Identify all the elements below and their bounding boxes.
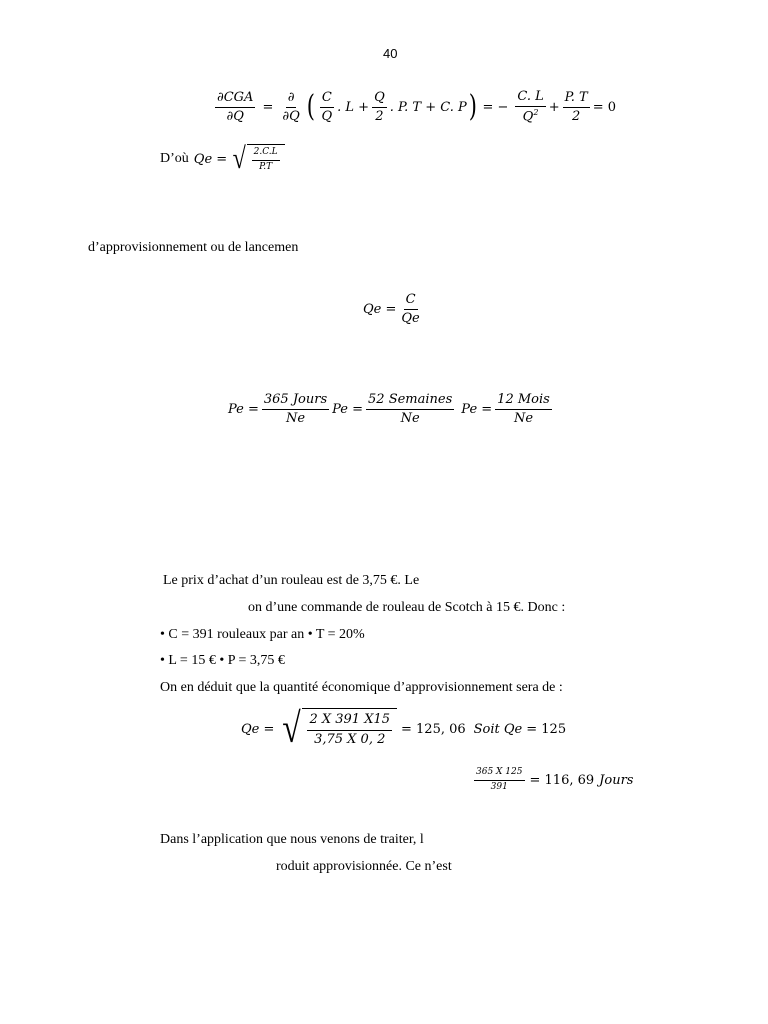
fraction-365-jours: [262, 393, 329, 427]
qe-computation: [241, 708, 566, 750]
pe-lhs: Pe =: [461, 402, 493, 418]
period-equations: [228, 393, 555, 427]
numerator: 365 Jours: [262, 393, 329, 410]
text-line: roduit approvisionnée. Ce n’est: [276, 859, 452, 874]
fraction-c-qe: [399, 293, 421, 327]
paragraph-fragment: d’approvisionnement ou de lancemen: [88, 240, 299, 255]
fraction-52-semaines: [366, 393, 454, 427]
radicand: [302, 708, 397, 750]
denominator: 391: [490, 781, 508, 792]
denominator: [521, 107, 541, 125]
numerator: 12 Mois: [495, 393, 552, 410]
qe-formula: [160, 144, 285, 174]
numerator: 365 X 125: [474, 768, 525, 781]
qe-c-qe-equation: [363, 293, 425, 327]
denominator: 2: [572, 108, 581, 124]
fraction-d-dq: [280, 91, 301, 125]
numerator: 52 Semaines: [366, 393, 454, 410]
denominator: 2: [375, 108, 384, 124]
text-line: on d’une commande de rouleau de Scotch à 15 €. Donc :: [248, 600, 566, 615]
equals-zero: = 0: [592, 99, 617, 115]
doù-label: D’où: [160, 151, 189, 166]
exponent: 2: [533, 108, 539, 118]
derivative-equation: [212, 90, 616, 125]
page-number: 40: [383, 46, 398, 61]
numerator: 2.C.L: [252, 148, 280, 161]
equals-minus: = −: [482, 99, 509, 115]
qe-lhs: Qe =: [363, 302, 397, 318]
numerator: C: [404, 293, 418, 310]
result-value: = 116, 69: [529, 772, 595, 788]
denominator: P.T: [259, 161, 273, 172]
term-ptcp: . P. T + C. P: [389, 99, 467, 115]
fraction-c-q: [319, 91, 334, 125]
soit-label: Soit Qe: [473, 721, 523, 737]
q-symbol: Q: [522, 109, 534, 125]
term-l: . L +: [337, 99, 370, 115]
fraction-365x125-391: [474, 768, 525, 793]
fraction-12-mois: [495, 393, 552, 427]
denominator: ∂Q: [226, 108, 244, 124]
open-paren: (: [306, 89, 315, 125]
equals-sign: =: [262, 99, 274, 115]
text-line: Dans l’application que nous venons de traiter, l: [160, 832, 424, 847]
denominator: Q: [321, 108, 333, 124]
numerator: 2 X 391 X15: [307, 713, 392, 730]
denominator: 3,75 X 0, 2: [314, 731, 386, 747]
days-computation: [471, 768, 633, 793]
close-paren: ): [468, 89, 477, 125]
denominator: Ne: [513, 411, 534, 427]
radicand: [247, 144, 285, 174]
radical-sign-icon: √: [282, 706, 302, 752]
result-value: = 125, 06: [401, 721, 466, 737]
pe-lhs: Pe =: [332, 402, 364, 418]
numerator: Q: [372, 91, 387, 108]
denominator: Qe: [401, 311, 420, 327]
numerator: C. L: [515, 90, 545, 107]
denominator: ∂Q: [282, 108, 300, 124]
fraction-dcga-dq: [215, 91, 255, 125]
text-line: • C = 391 rouleaux par an • T = 20%: [160, 627, 365, 642]
square-root: [280, 708, 397, 750]
text-line: Le prix d’achat d’un rouleau est de 3,75 €. Le: [163, 573, 420, 588]
fraction-pt-2: [563, 91, 590, 125]
text-line: • L = 15 € • P = 3,75 €: [160, 653, 285, 668]
numerator: C: [320, 91, 334, 108]
square-root: [231, 144, 284, 174]
fraction-2cl-pt: [252, 148, 280, 173]
qe-lhs: Qe =: [241, 721, 275, 737]
fraction-computation: [307, 713, 392, 747]
radical-sign-icon: √: [232, 142, 246, 175]
denominator: Ne: [400, 411, 420, 427]
pe-lhs: Pe =: [228, 402, 259, 418]
denominator: Ne: [285, 411, 306, 427]
plus-sign: +: [548, 99, 560, 115]
fraction-q-2: [372, 91, 387, 125]
unit-label: Jours: [599, 772, 634, 788]
numerator: ∂: [286, 91, 297, 108]
numerator: P. T: [563, 91, 590, 108]
numerator: ∂CGA: [215, 91, 255, 108]
qe-lhs: Qe =: [193, 151, 228, 167]
text-line: On en déduit que la quantité économique d’approvisionnement sera de :: [160, 680, 563, 695]
fraction-cl-q2: [515, 90, 545, 125]
rounded-value: = 125: [526, 721, 567, 737]
